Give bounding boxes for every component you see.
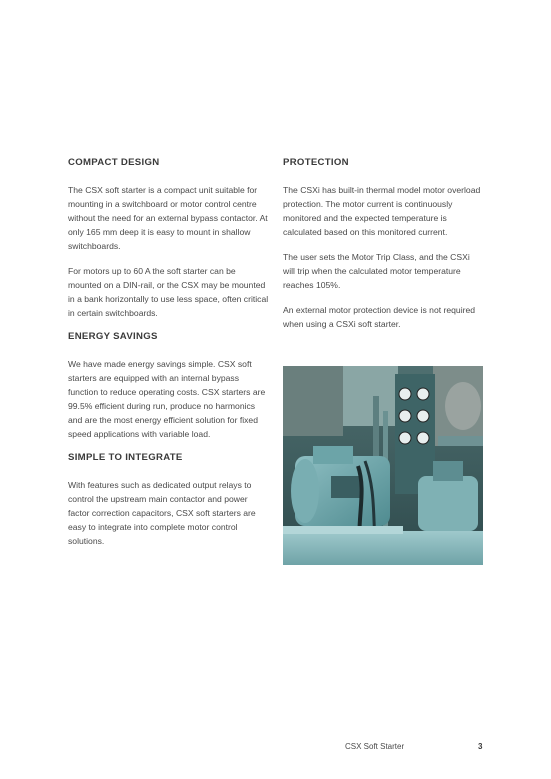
paragraph: The CSXi has built-in thermal model motor overload protection. The motor current is continuously monitored and the expected temperature is calculated based on this monitored current. (283, 185, 481, 237)
heading-energy-savings: ENERGY SAVINGS (68, 331, 158, 342)
right-column (283, 157, 483, 342)
heading-protection: PROTECTION (283, 157, 349, 168)
heading-compact-design: COMPACT DESIGN (68, 157, 160, 168)
footer-document-title: CSX Soft Starter (345, 742, 405, 751)
section-protection (283, 157, 483, 331)
heading-simple-to-integrate: SIMPLE TO INTEGRATE (68, 452, 183, 463)
section-simple-to-integrate (68, 452, 270, 548)
left-column (68, 157, 270, 559)
section-compact-design (68, 157, 270, 320)
paragraph: With features such as dedicated output relays to control the upstream main contactor and power factor correction capacitors, CSX soft starters are easy to integrate into complete motor control solutions. (68, 480, 256, 546)
motor-installation-photo (283, 366, 483, 565)
paragraph: An external motor protection device is not required when using a CSXi soft starter. (283, 305, 476, 329)
paragraph: For motors up to 60 A the soft starter can be mounted on a DIN-rail, or the CSX may be mounted in a bank horizontally to use less space, often critical in certain switchboards. (68, 266, 269, 318)
footer-page-number: 3 (478, 742, 483, 751)
paragraph: The user sets the Motor Trip Class, and the CSXi will trip when the calculated motor temperature reaches 105%. (283, 252, 470, 290)
paragraph: The CSX soft starter is a compact unit suitable for mounting in a switchboard or motor control centre without the need for an external bypass contactor. At only 165 mm deep it is easy to mount in shallow switchboards. (68, 185, 268, 251)
section-energy-savings (68, 331, 270, 441)
paragraph: We have made energy savings simple. CSX soft starters are equipped with an internal bypass function to reduce operating costs. CSX starters are 99.5% efficient during run, produce no harmonics and are the most energy efficient solution for fixed speed applications with variable load. (68, 359, 266, 439)
